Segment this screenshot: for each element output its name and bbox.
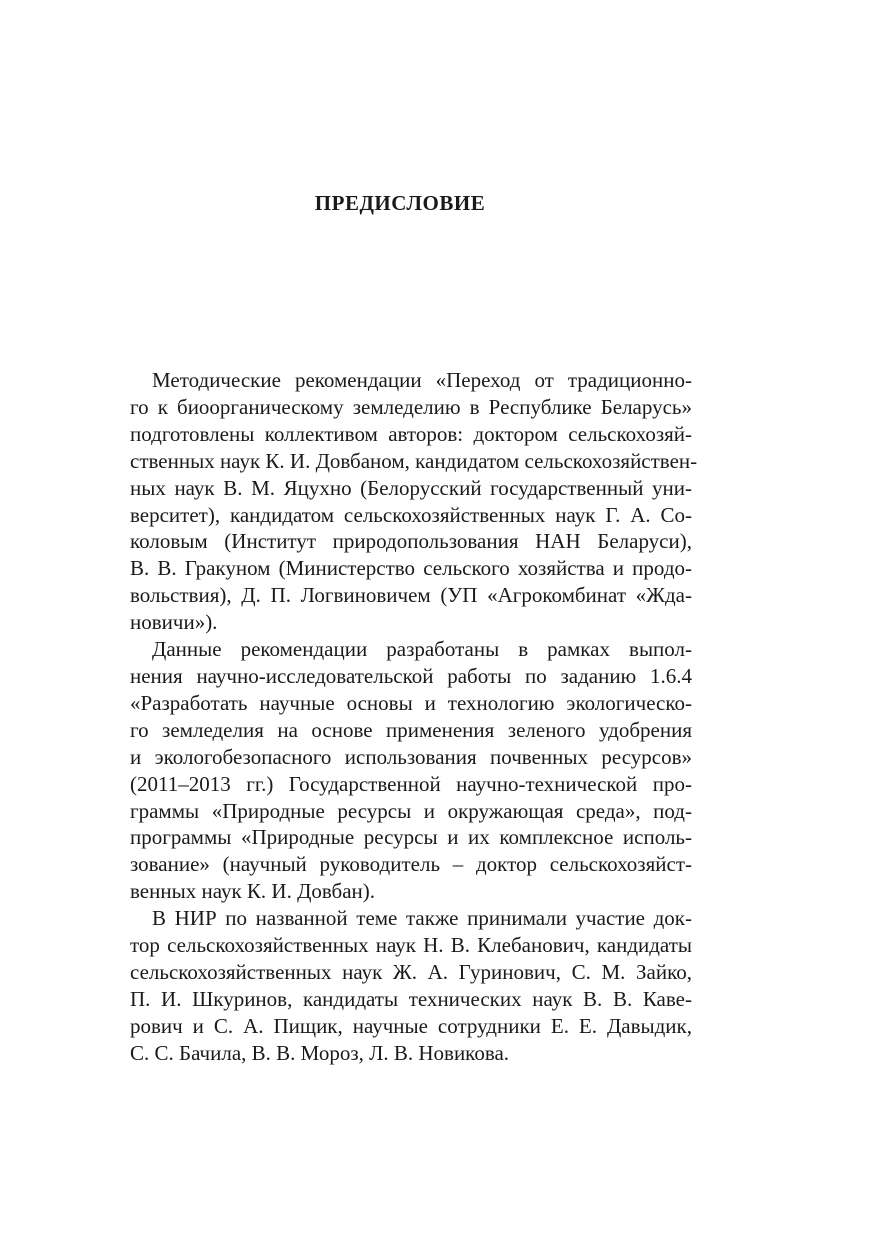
paragraph-line: го к биоорганическому земледелию в Республике Беларусь»: [130, 394, 692, 419]
paragraph-line: венных наук К. И. Довбан).: [130, 879, 376, 904]
paragraph-line: В. В. Гракуном (Министерство сельского хозяйства и продо-: [130, 556, 692, 581]
paragraph-line: В НИР по названной теме также принимали участие док-: [152, 906, 692, 931]
paragraph-line: программы «Природные ресурсы и их комплексное исполь-: [130, 825, 692, 850]
paragraph-line: зование» (научный руководитель – доктор сельскохозяйст-: [130, 852, 692, 877]
paragraph-line: С. С. Бачила, В. В. Мороз, Л. В. Новикова.: [130, 1040, 510, 1065]
paragraph-line: и экологобезопасного использования почвенных ресурсов»: [130, 744, 692, 769]
paragraph-line: (2011–2013 гг.) Государственной научно-технической про-: [130, 771, 692, 796]
paragraph-line: сельскохозяйственных наук Ж. А. Гуринович, С. М. Зайко,: [130, 959, 692, 984]
paragraph-line: го земледелия на основе применения зеленого удобрения: [130, 717, 692, 742]
paragraph-line: подготовлены коллективом авторов: доктором сельскохозяй-: [130, 421, 692, 446]
paragraph-line: Данные рекомендации разработаны в рамках выпол-: [152, 637, 692, 662]
paragraph-line: нения научно-исследовательской работы по заданию 1.6.4: [130, 663, 692, 688]
paragraph-line: ственных наук К. И. Довбаном, кандидатом сельскохозяйствен-: [130, 448, 698, 473]
paragraph-3: [130, 905, 692, 1066]
paragraph-line: верситет), кандидатом сельскохозяйственных наук Г. А. Со-: [130, 502, 692, 527]
paragraph-line: граммы «Природные ресурсы и окружающая среда», под-: [130, 798, 692, 823]
paragraph-line: тор сельскохозяйственных наук Н. В. Клебанович, кандидаты: [130, 933, 692, 958]
document-body: [130, 367, 698, 1067]
paragraph-line: вольствия), Д. П. Логвиновичем (УП «Агрокомбинат «Жда-: [130, 583, 692, 608]
paragraph-line: ных наук В. М. Яцухно (Белорусский государственный уни-: [130, 475, 692, 500]
paragraph-line: «Разработать научные основы и технологию экологическо-: [130, 690, 692, 715]
paragraph-line: Методические рекомендации «Переход от традиционно-: [152, 368, 692, 392]
paragraph-line: рович и С. А. Пищик, научные сотрудники Е. Е. Давыдик,: [130, 1013, 692, 1038]
paragraph-line: новичи»).: [130, 610, 218, 635]
paragraph-line: коловым (Институт природопользования НАН Беларуси),: [130, 529, 692, 554]
paragraph-line: П. И. Шкуринов, кандидаты технических наук В. В. Каве-: [130, 986, 692, 1011]
page-title: ПРЕДИСЛОВИЕ: [314, 191, 486, 215]
paragraph-2: [130, 636, 692, 905]
paragraph-1: [130, 367, 698, 636]
